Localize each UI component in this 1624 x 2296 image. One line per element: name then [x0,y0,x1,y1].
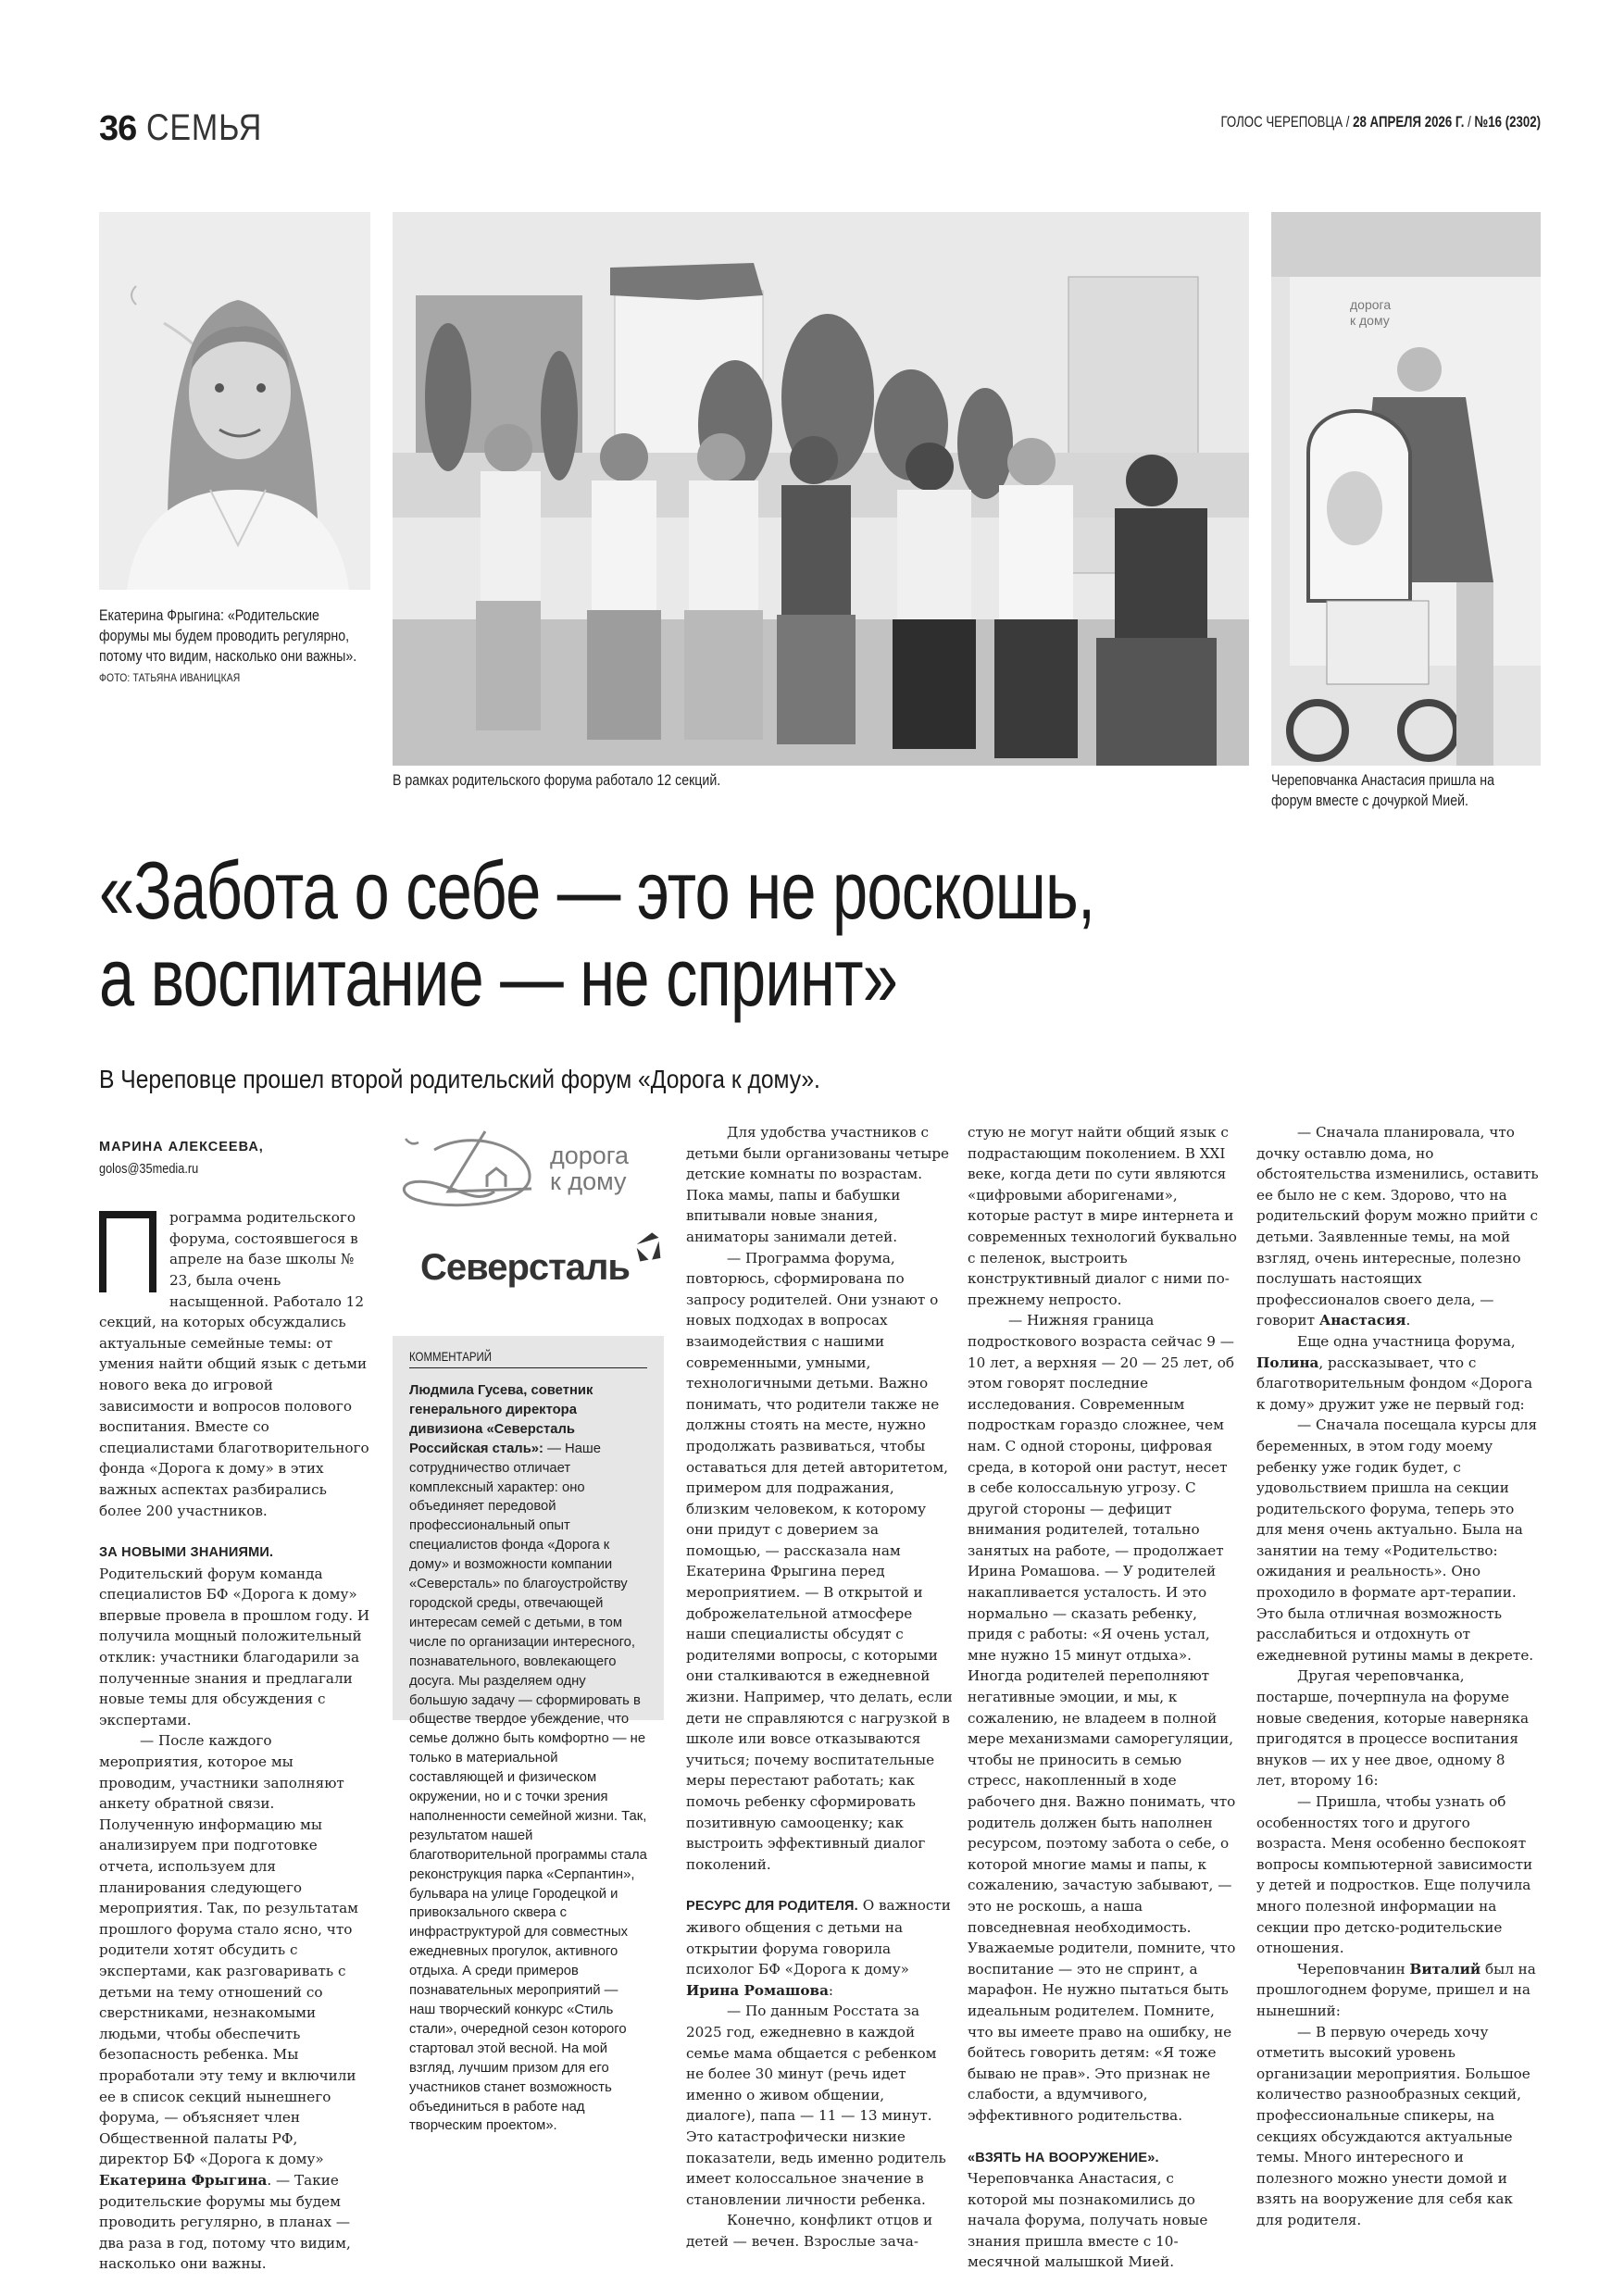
paragraph: Другая череповчанка, постарше, почерпнула на форуме новые сведения, которые наверняка пригодятся в процессе воспитания внуков — их у нее двое, одному 8 лет, второму 16: [1256,1667,1530,1790]
dropcap-letter-p-icon [99,1211,156,1292]
comment-box [393,1336,664,2134]
subhead-new-knowledge: ЗА НОВЫМИ ЗНАНИЯМИ. [99,1545,274,1561]
headline [99,844,1226,1023]
comment-text: — Наше сотрудничество отличает комплексный характер: оно объединяет передовой профессиональный опыт специалистов фонда «Дорога к дому» и возможности компании «Северсталь» по благоустройству городской среды, отвечающей интересам семей с детьми, в том числе по организации интересного, познавательного, вовлекающего досуга. Мы разделяем одну большую задачу — сформировать в обществе твердое убеждение, что семье должно быть комфортно — не только в материальной составляющей и физическом окружении, но и с точки зрения наполненности семейной жизни. Так, результатом нашей благотворительной программы стала реконструкция парка «Серпантин», бульвара на улице Городецкой и привокзального сквера с инфраструктурой для совместных ежедневных прогулок, активного отдыха. А среди примеров познавательных мероприятий — наш творческий конкурс «Стиль стали», очередной сезон которого стартовал этой весной. На мой взгляд, лучшим призом для его участников станет возможность объединиться в работе над творческим проектом». [409,1441,647,2134]
comment-speaker: Людмила Гусева, советник генерального директора дивизиона «Северсталь Российская сталь»: [409,1383,593,1456]
quote-paragraph: — Пришла, чтобы узнать об особенностях того и другого возраста. Меня особенно беспокоят вопросы компьютерной зависимости у детей и подростков. Еще получила много полезной информации на секции про детско-родительские отношения. [1256,1793,1533,1957]
main-photo [393,212,1249,766]
page-number: 36 [99,109,137,148]
paragraph: Для удобства участников с детьми были организованы четыре детские комнаты по возрастам. Пока мамы, папы и бабушки впитывали новые знания, аниматоры занимали детей. [686,1124,950,1245]
comment-body [409,1381,647,2136]
mother-with-stroller-image-icon [1271,212,1541,766]
quote-paragraph: — В первую очередь хочу отметить высокий уровень организации мероприятия. Большое количество разнообразных секций, профессиональные спикеры, на секциях обсуждаются актуальные темы. Много интересного и полезного можно унести домой и взять на вооружение для себя как для родителя. [1256,2023,1530,2228]
comment-label-text: КОММЕНТАРИЙ [409,1349,493,1364]
paragraph-text: — Сначала планировала, что дочку оставлю дома, но обстоятельства изменились, оставить ее было не с кем. Здорово, что на родительский форум можно прийти с детьми. Заявленные темы, на мой взгляд, очень интересные, полезно послушать настоящих профессионалов своего дела, — говорит [1256,1124,1539,1329]
portrait-caption-text: Екатерина Фрыгина: «Родительские форумы мы будем проводить регулярно, потому что видим, насколько они важны». [99,607,357,665]
quote-paragraph: — Нижняя граница подросткового возраста сейчас 9 — 10 лет, а верхняя — 20 — 25 лет, об этом говорят последние исследования. Современным подросткам гораздо сложнее, чем нам. С одной стороны, цифровая среда, в которой они растут, несет в себе колоссальную угрозу. С другой стороны — дефицит внимания родителей, тотально занятых на работе, — продолжает Ирина Ромашова. — У родителей накапливается усталость. И это нормально — сказать ребенку, придя с работы: «Я очень устал, мне нужно 15 минут отдыха». Иногда родителей переполняют негативные эмоции, и мы, к сожалению, не владеем в полной мере механизмами саморегуляции, чтобы не приносить в семью стресс, накопленный в ходе рабочего дня. Важно понимать, что родитель должен быть наполнен ресурсом, поэтому забота о себе, о которой многие мамы и папы, к сожалению, зачастую забывают, — это не роскошь, а наша повседневная необходимость. Уважаемые родители, помните, что воспитание — это не спринт, а марафон. Не нужно пытаться быть идеальным родителем. Помните, что вы имеете право на ошибку, не бойтесь говорить детям: «Я тоже бываю не прав». Это признак не слабости, а вдумчивого, эффективного родительства. [968,1312,1236,2124]
svg-text:дорога: дорога [1350,297,1392,312]
publication-meta: ГОЛОС ЧЕРЕПОВЦА / 28 АПРЕЛЯ 2026 Г. / №16 (2302) [1220,113,1541,131]
quote-paragraph: — Программа форума, повторюсь, сформирована по запросу родителей. Они узнают о новых подходах в вопросах взаимодействия с нашими современными, умными, технологичными детьми. Важно понимать, что родители также не должны стоять на месте, нужно продолжать развиваться, чтобы оставаться для детей авторитетом, примером для подражания, близким человеком, к которому они придут с доверием за помощью, — рассказала нам Екатерина Фрыгина перед мероприятием. — В открытой и доброжелательной атмосфере наши специалисты обсудят с родителями вопросы, с которыми они сталкиваются в ежедневной жизни. Например, что делать, если дети не справляются с нагрузкой в школе или вовсе отказываются учиться; почему воспитательные меры перестают работать; как помочь ребенку сформировать позитивную самооценку; как выстроить эффективный диалог поколений. [686,1249,953,1873]
quote-paragraph: — По данным Росстата за 2025 год, ежедневно в каждой семье мама общается с ребенком не более 30 минут (речь идет именно о живом общении, диалоге), папа — 11 — 13 минут. Это катастрофически низкие показатели, ведь именно родитель имеет колоссальное значение в становлении личности ребенка. [686,2003,946,2208]
paragraph-text: Череповчанка Анастасия, с которой мы познакомились до начала форума, получать новые знания пришла вместе с 10-месячной малышкой Мией. [968,2170,1208,2271]
subhead-take-on-board: «ВЗЯТЬ НА ВООРУЖЕНИЕ». [968,2150,1159,2165]
paragraph-text: был на прошлогоднем форуме, пришел и на нынешний: [1256,1960,1536,2019]
doroga-k-domu-logo [393,1122,664,1215]
headline-line-1: «Забота о себе — это не роскошь, [99,844,1095,936]
portrait-photo [99,212,370,590]
article-column-5 [1256,1122,1539,2230]
quote-paragraph [99,1730,370,2274]
paragraph: Конечно, конфликт отцов и детей — вечен. Взрослые зача- [686,2212,933,2250]
paragraph [1256,1331,1539,1415]
subhead-parent-resource: РЕСУРС ДЛЯ РОДИТЕЛЯ. [686,1899,858,1915]
paragraph-text: . — Такие родительские форумы мы будем проводить регулярно, в планах — два раза в год, потому что видим, насколько они важны. [99,2171,351,2273]
paragraph-text: О важности живого общения с детьми на открытии форума говорила психолог БФ «Дорога к дому» [686,1897,951,1978]
lead-paragraph [99,1207,370,1521]
portrait-image-icon [99,212,370,590]
severstal-emblem-icon [633,1228,664,1265]
article-column-3 [686,1122,956,2252]
person-name: Анастасия [1318,1312,1406,1329]
paragraph-text: . [1405,1312,1411,1329]
side-photo [1271,212,1541,766]
paragraph-text: Родительский форум команда специалистов БФ «Дорога к дому» впервые провела в прошлом году. И получила мощный положительный отклик: участники благодарили за полученные знания и предлагали новые темы для обсуждения с экспертами. [99,1565,370,1728]
doroga-k-domu-wordmark [550,1142,629,1194]
subheadline: В Череповце прошел второй родительский форум «Дорога к дому». [99,1065,820,1093]
paragraph-text: Череповчанин [1297,1960,1410,1978]
doroga-wordmark-line-1: дорога [550,1142,630,1169]
paragraph-text: , рассказывает, что с благотворительным фондом «Дорога к дому» дружит уже не первый год: [1256,1354,1532,1413]
quote-paragraph: — Сначала посещала курсы для беременных, в этом году моему ребенку уже годик будет, с удовольствием пришла на секции родительского форума, теперь это для меня очень актуально. Была на занятии на тему «Родительство: ожидания и реальность». Оно проходило в формате арт-терапии. Это была отличная возможность расслабиться и отдохнуть от ежедневной рутины мамы в декрете. [1256,1416,1538,1664]
issue-date: 28 АПРЕЛЯ 2026 Г. [1353,113,1465,131]
issue-number: №16 (2302) [1474,113,1541,131]
severstal-wordmark: Северсталь [420,1247,630,1288]
doroga-k-domu-house-icon [393,1122,541,1215]
paragraph [1256,1959,1539,2022]
quote-paragraph [1256,1122,1539,1331]
comment-label [409,1349,647,1368]
paragraph [686,1895,956,2001]
photo-credit: ФОТО: ТАТЬЯНА ИВАНИЦКАЯ [99,671,241,684]
paragraph [968,2147,1238,2274]
article-column-4 [968,1122,1238,2273]
section-title: СЕМЬЯ [146,107,263,148]
main-photo-caption: В рамках родительского форума работало 12 секций. [393,772,721,789]
paragraph: стую не могут найти общий язык с подрастающим поколением. В XXI веке, когда дети по сути являются «цифровыми аборигенами», которые растут в мире интернета и современных технологий буквально с пеленок, выстроить конструктивный диалог с ними по-прежнему непросто. [968,1124,1237,1308]
svg-text:к дому: к дому [1350,313,1390,328]
headline-line-2: а воспитание — не спринт» [99,931,898,1023]
paragraph [99,1541,370,1730]
paragraph-text: Еще одна участница форума, [1297,1332,1516,1350]
side-photo-caption: Череповчанка Анастасия пришла на форум вместе с дочуркой Мией. [1271,772,1494,809]
person-name: Полина [1256,1354,1319,1371]
doroga-wordmark-line-2: к дому [550,1167,627,1195]
paragraph-text: — После каждого мероприятия, которое мы проводим, участники заполняют анкету обратной связи. Полученную информацию мы анализируем при подготовке отчета, используем для планирования следующего мероприятия. Так, по результатам прошлого форума стало ясно, что родители хотят обсудить с экспертами, как разговаривать с детьми на тему отношений со сверстниками, незнакомыми людьми, чтобы обеспечить безопасность ребенка. Мы проработали эту тему и включили ее в список секций нынешнего форума, — объясняет член Общественной палаты РФ, директор БФ «Дорога к дому» [99,1732,358,2168]
person-name: Виталий [1409,1960,1481,1978]
partner-logos [393,1122,664,1289]
publication-name: ГОЛОС ЧЕРЕПОВЦА [1220,113,1343,131]
person-name: Екатерина Фрыгина [99,2171,268,2189]
lead-text: рограмма родительского форума, состоявшегося в апреле на базе школы № 23, была очень насыщенной. Работало 12 секций, на которых обсуждались актуальные семейные темы: от умения найти общий язык с детьми нового века до игровой зависимости и вопросов полового воспитания. Вместе со специалистами благотворительного фонда «Дорога к дому» в этих важных аспектах разбирались более 200 участников. [99,1209,369,1519]
forum-participants-image-icon [393,212,1249,766]
severstal-logo [420,1228,664,1289]
author-name: МАРИНА АЛЕКСЕЕВА, [99,1140,264,1154]
paragraph-text: : [828,1981,834,1999]
person-name: Ирина Ромашова [686,1981,829,1999]
author-email[interactable]: golos@35media.ru [99,1160,199,1177]
portrait-caption [99,605,369,688]
article-column-1 [99,1137,370,2275]
